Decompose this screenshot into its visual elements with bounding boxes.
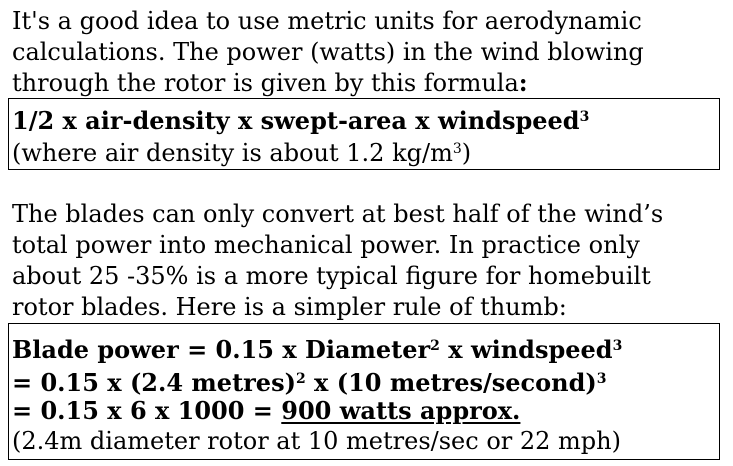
air-density-note (12, 134, 471, 168)
air-power-formula (12, 102, 589, 136)
blade-power-substitution-a: = 0.15 x (2.4 metres) (12, 368, 296, 397)
air-power-formula-exponent: 3 (579, 109, 590, 125)
blade-power-formula (12, 331, 622, 365)
intro-line-2: calculations. The power (watts) in the wind blowing (12, 38, 644, 66)
intro-line-3 (12, 68, 528, 98)
intro-line-1: It's a good idea to use metric units for aerodynamic (12, 7, 642, 35)
blade-power-substitution-b: x (10 metres/second) (305, 368, 597, 397)
intro-line-3-colon: : (518, 68, 528, 97)
para2-line-1: The blades can only convert at best half of the wind’s (12, 200, 664, 228)
blade-power-result (12, 396, 520, 426)
blade-power-formula-b: x windspeed (439, 335, 613, 364)
blade-power-example-note: (2.4m diameter rotor at 10 metres/sec or 22 mph) (12, 427, 621, 455)
blade-power-substitution (12, 364, 607, 398)
air-density-note-pre: (where air density is about 1.2 kg/m (12, 139, 453, 167)
blade-power-substitution-exponent-2: 3 (596, 371, 607, 387)
para2-line-2: total power into mechanical power. In practice only (12, 231, 640, 259)
intro-line-3-text: through the rotor is given by this formula (12, 69, 519, 97)
para2-line-3: about 25 -35% is a more typical figure for homebuilt (12, 262, 651, 290)
blade-power-result-a: = 0.15 x 6 x 1000 = (12, 396, 282, 425)
air-density-note-post: ) (461, 139, 472, 167)
air-power-formula-main: 1/2 x air-density x swept-area x windspeed (12, 106, 580, 135)
blade-power-formula-a: Blade power = 0.15 x Diameter (12, 335, 431, 364)
blade-power-result-value: 900 watts approx. (281, 396, 521, 425)
blade-power-diameter-exponent: 2 (430, 338, 440, 354)
blade-power-windspeed-exponent: 3 (612, 338, 623, 354)
air-density-note-exponent: 3 (452, 141, 462, 157)
para2-line-4: rotor blades. Here is a simpler rule of thumb: (12, 293, 567, 321)
blade-power-substitution-exponent-1: 2 (295, 371, 306, 387)
